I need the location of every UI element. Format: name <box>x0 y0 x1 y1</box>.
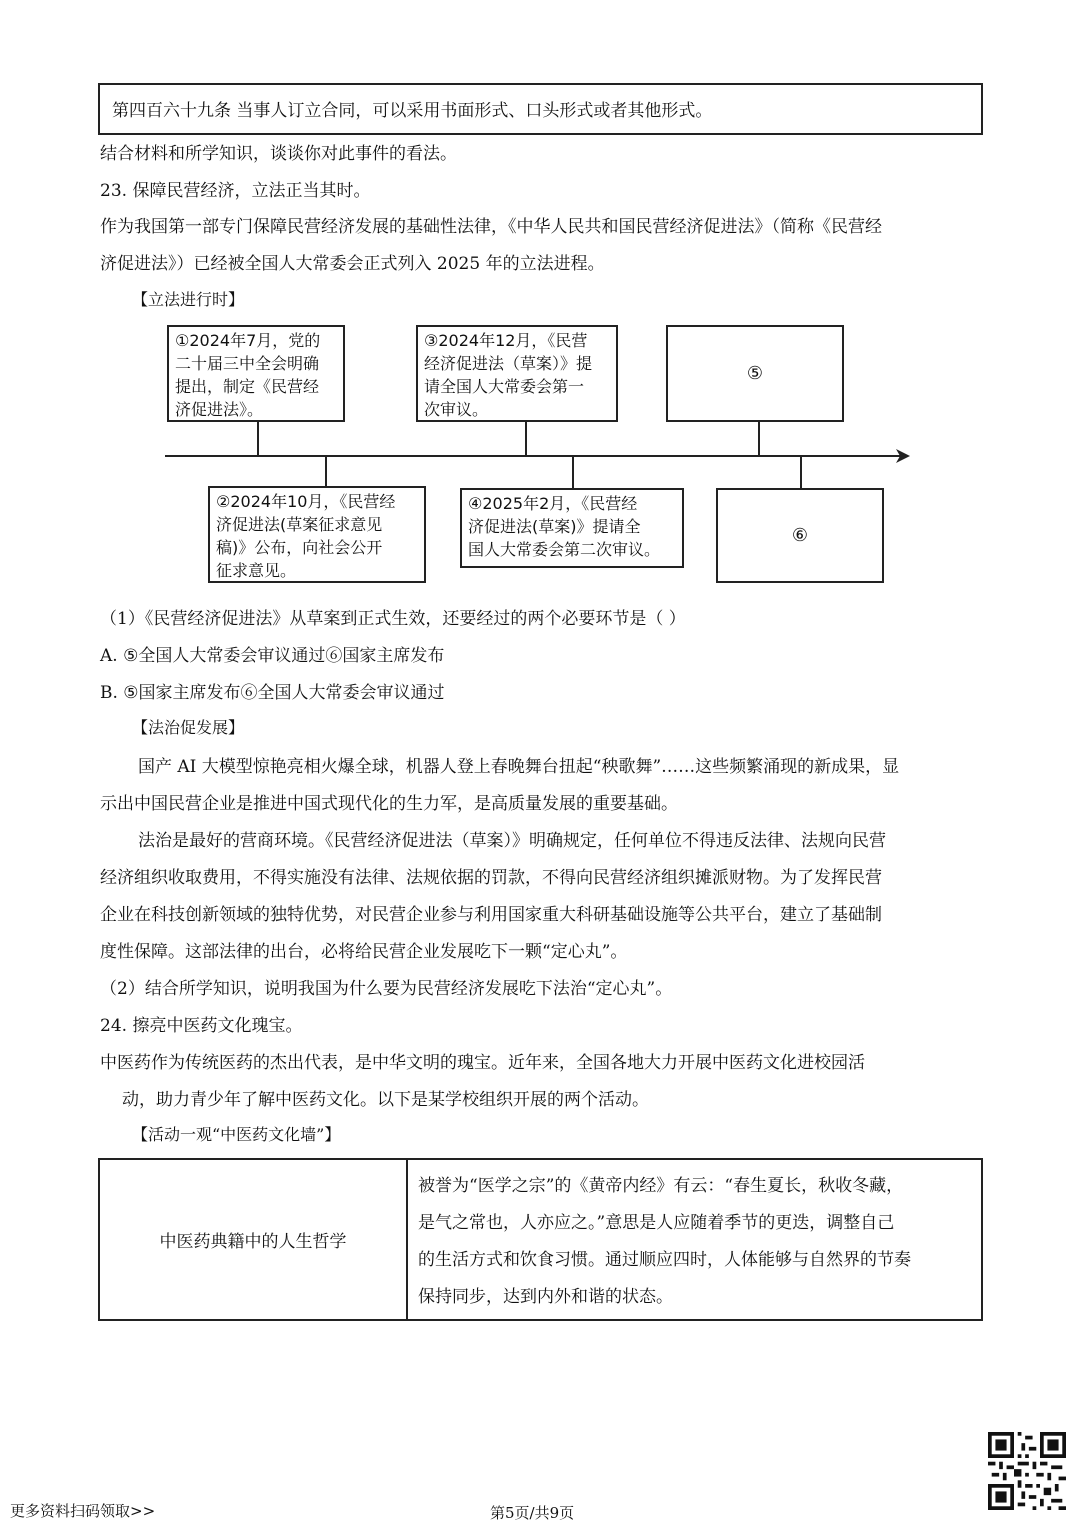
connector-3 <box>525 421 527 456</box>
connector-1 <box>257 421 259 456</box>
event-2-line: 济促进法(草案征求意见 <box>216 515 383 534</box>
tcm-culture-table <box>98 1158 983 1321</box>
table-right-line: 保持同步，达到内外和谐的状态。 <box>418 1287 673 1307</box>
table-left-text: 中医药典籍中的人生哲学 <box>159 1232 347 1252</box>
table-right-cell <box>418 1168 978 1316</box>
qr-code[interactable] <box>988 1432 1066 1510</box>
event-4-line: 国人大常委会第二次审议。 <box>468 540 661 559</box>
event-5-label: ⑤ <box>746 363 764 384</box>
section-title-rule-of-law: 【法治促发展】 <box>132 718 245 737</box>
para1-line2: 示出中国民营企业是推进中国式现代化的生力军，是高质量发展的重要基础。 <box>100 794 678 814</box>
event-3-line: 次审议。 <box>424 400 489 419</box>
q23-title: 23. 保障民营经济，立法正当其时。 <box>100 181 371 201</box>
law-article-box <box>98 83 983 135</box>
para1-line1: 国产 AI 大模型惊艳亮相火爆全球，机器人登上春晚舞台扭起“秧歌舞”……这些频繁涌现的新成果，显 <box>138 757 900 777</box>
para2-line2: 经济组织收取费用，不得实施没有法律、法规依据的罚款，不得向民营经济组织摊派财物。为了发挥民营 <box>100 868 882 888</box>
event-1-line: 二十届三中全会明确 <box>175 354 320 373</box>
event-2-line: ②2024年10月，《民营经 <box>216 492 396 511</box>
para2-line4: 度性保障。这部法律的出台，必将给民营企业发展吃下一颗“定心丸”。 <box>100 942 628 962</box>
timeline-event-2 <box>208 486 426 583</box>
law-article-text: 第四百六十九条 当事人订立合同，可以采用书面形式、口头形式或者其他形式。 <box>112 101 713 121</box>
para2-line3: 企业在科技创新领域的独特优势，对民营企业参与利用国家重大科研基础设施等公共平台，建立了基础制 <box>100 905 882 925</box>
table-right-line: 的生活方式和饮食习惯。通过顺应四时，人体能够与自然界的节奏 <box>418 1250 911 1270</box>
section-title-legislation: 【立法进行时】 <box>132 290 245 309</box>
page-number: 第5页/共9页 <box>490 1504 575 1522</box>
event-3-line: 经济促进法（草案）》提 <box>424 354 593 373</box>
timeline-event-4 <box>460 488 684 568</box>
event-6-label: ⑥ <box>791 525 809 546</box>
option-a: A. ⑤全国人大常委会审议通过⑥国家主席发布 <box>100 646 445 666</box>
table-right-line: 是气之常也，人亦应之。”意思是人应随着季节的更迭，调整自己 <box>418 1213 895 1233</box>
connector-6 <box>800 456 802 489</box>
q22-prompt: 结合材料和所学知识，谈谈你对此事件的看法。 <box>100 144 457 164</box>
timeline-event-3 <box>416 325 618 422</box>
timeline-event-1 <box>167 325 345 422</box>
connector-2 <box>325 456 327 487</box>
q23-intro-line2: 济促进法》）已经被全国人大常委会正式列入 2025 年的立法进程。 <box>100 254 605 274</box>
activity1-title: 【活动一观“中医药文化墙”】 <box>132 1125 341 1144</box>
event-4-line: 济促进法(草案)》提请全 <box>468 517 641 536</box>
event-1-line: 济促进法》。 <box>175 400 264 419</box>
timeline-arrowhead <box>896 449 912 463</box>
q24-title: 24. 擦亮中医药文化瑰宝。 <box>100 1016 303 1036</box>
event-1-line: 提出，制定《民营经 <box>175 377 320 396</box>
event-1-line: ①2024年7月，党的 <box>175 331 321 350</box>
connector-4 <box>572 456 574 489</box>
timeline-event-5 <box>666 325 844 422</box>
event-3-line: ③2024年12月，《民营 <box>424 331 588 350</box>
connector-5 <box>758 421 760 456</box>
q23-sub1-question: （1）《民营经济促进法》从草案到正式生效，还要经过的两个必要环节是（ ） <box>100 609 686 629</box>
q23-sub2-question: （2）结合所学知识，说明我国为什么要为民营经济发展吃下法治“定心丸”。 <box>100 979 673 999</box>
q24-intro-line2: 动，助力青少年了解中医药文化。以下是某学校组织开展的两个活动。 <box>122 1090 649 1110</box>
q23-intro-line1: 作为我国第一部专门保障民营经济发展的基础性法律，《中华人民共和国民营经济促进法》（简称《民营经 <box>100 217 882 237</box>
table-left-cell <box>100 1160 408 1319</box>
para2-line1: 法治是最好的营商环境。《民营经济促进法（草案）》明确规定，任何单位不得违反法律、法规向民营 <box>138 831 886 851</box>
event-2-line: 稿)》公布，向社会公开 <box>216 538 383 557</box>
event-4-line: ④2025年2月，《民营经 <box>468 494 638 513</box>
table-right-line: 被誉为“医学之宗”的《黄帝内经》有云：“春生夏长，秋收冬藏， <box>418 1176 904 1196</box>
event-3-line: 请全国人大常委会第一 <box>424 377 585 396</box>
timeline-event-6 <box>716 488 884 583</box>
option-b: B. ⑤国家主席发布⑥全国人大常委会审议通过 <box>100 683 445 703</box>
footer-scan-link[interactable]: 更多资料扫码领取>> <box>10 1502 156 1520</box>
timeline-axis <box>165 455 900 457</box>
event-2-line: 征求意见。 <box>216 561 297 580</box>
q24-intro-line1: 中医药作为传统医药的杰出代表，是中华文明的瑰宝。近年来，全国各地大力开展中医药文化进校园活 <box>100 1053 865 1073</box>
